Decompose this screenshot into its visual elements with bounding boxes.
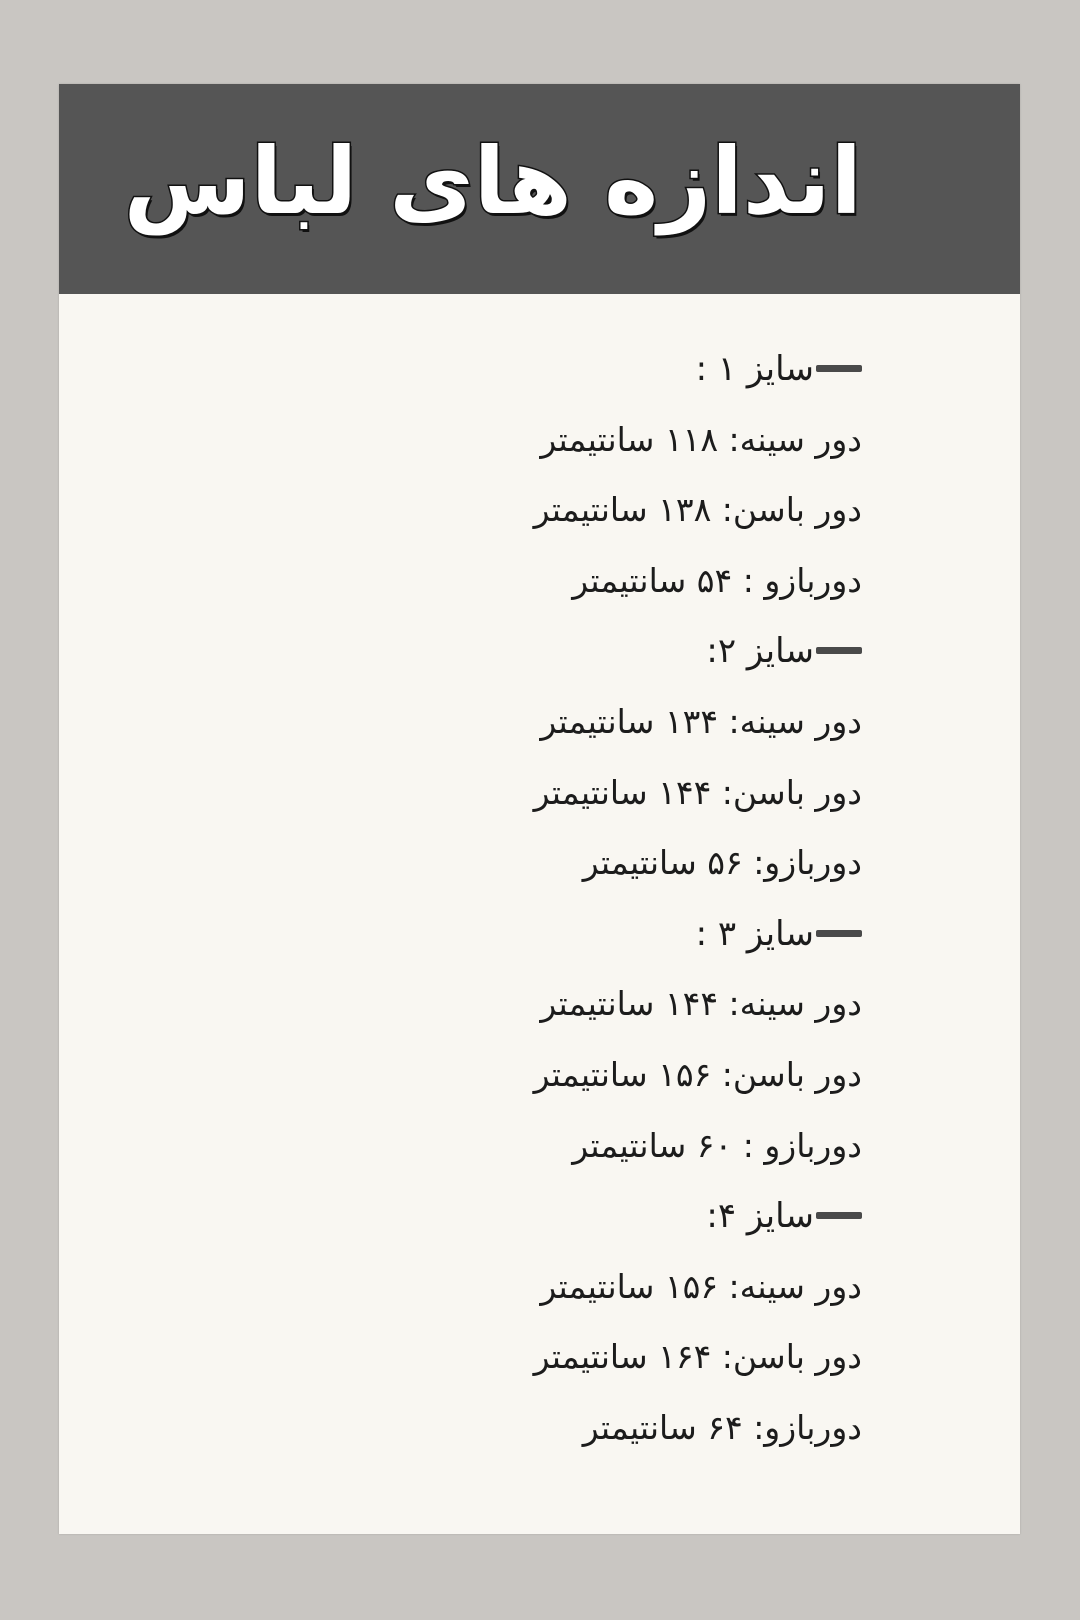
size-heading-1 [222,334,862,405]
page-title: اندازه های لباس [123,128,862,235]
dash-icon [816,930,862,937]
dash-icon [816,365,862,372]
hip-measurement: دور باسن: ۱۴۴ سانتیمتر [533,772,862,812]
size-heading-label: سایز ۴: [706,1196,814,1237]
hip-measurement: دور باسن: ۱۶۴ سانتیمتر [533,1337,862,1377]
size-heading-3 [222,899,862,970]
size-heading-4 [222,1181,862,1252]
size-heading-label: سایز ۲: [706,631,814,672]
dash-icon [816,1212,862,1219]
dash-icon [816,647,862,654]
arm-measurement: دوربازو : ۶۰ سانتیمتر [572,1125,862,1165]
title-banner [59,84,1020,294]
arm-measurement: دوربازو: ۶۴ سانتیمتر [582,1407,862,1447]
size-heading-label: سایز ۳ : [695,913,814,954]
hip-measurement: دور باسن: ۱۵۶ سانتیمتر [533,1054,862,1094]
size-chart-card [59,84,1020,1534]
size-list [222,334,862,1464]
arm-measurement: دوربازو: ۵۶ سانتیمتر [582,843,862,883]
chest-measurement: دور سینه: ۱۳۴ سانتیمتر [540,701,862,741]
chest-measurement: دور سینه: ۱۴۴ سانتیمتر [540,984,862,1024]
size-heading-2 [222,616,862,687]
chest-measurement: دور سینه: ۱۱۸ سانتیمتر [540,419,862,459]
hip-measurement: دور باسن: ۱۳۸ سانتیمتر [533,490,862,530]
chest-measurement: دور سینه: ۱۵۶ سانتیمتر [540,1266,862,1306]
size-heading-label: سایز ۱ : [695,349,814,389]
arm-measurement: دوربازو : ۵۴ سانتیمتر [572,560,862,600]
